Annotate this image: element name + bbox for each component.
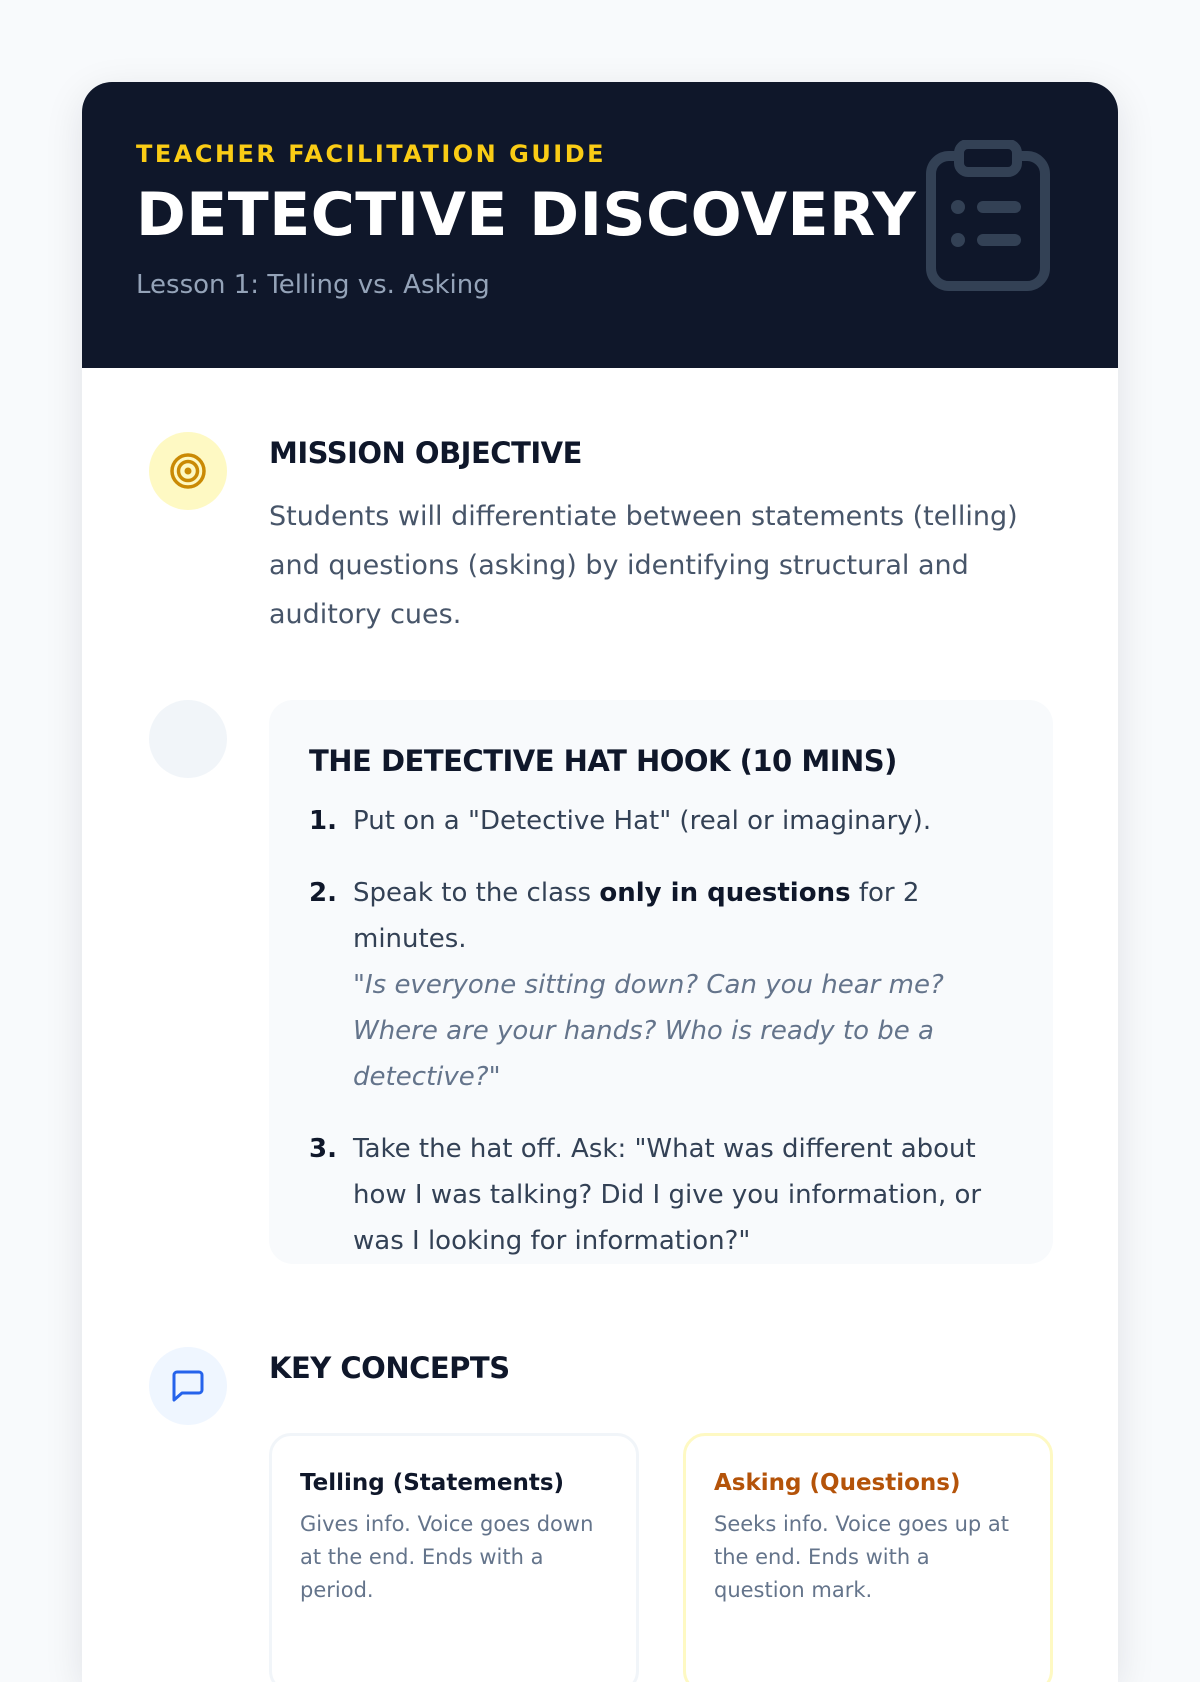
step-text <box>353 870 1013 1100</box>
hook-icon-badge <box>149 700 227 778</box>
concept-description: Gives info. Voice goes down at the end. Ends with a period. <box>300 1512 594 1602</box>
concepts-icon-badge <box>149 1347 227 1425</box>
step-text-before: Speak to the class <box>353 878 600 908</box>
concept-name: Telling (Statements) <box>300 1470 565 1496</box>
eyebrow-label: TEACHER FACILITATION GUIDE <box>136 140 607 168</box>
guide-header <box>82 82 1118 368</box>
clipboard-list-icon <box>925 140 1051 292</box>
step-item <box>309 1126 1013 1264</box>
step-text: Take the hat off. Ask: "What was different about how I was talking? Did I give you information, or was I looking for information?" <box>353 1134 982 1256</box>
concept-cards <box>269 1433 1053 1682</box>
step-number: 3. <box>309 1134 337 1164</box>
concept-description: Seeks info. Voice goes up at the end. Ends with a question mark. <box>714 1512 1010 1602</box>
step-number: 1. <box>309 806 337 836</box>
guide-card <box>82 82 1118 1682</box>
page-title: DETECTIVE DISCOVERY <box>136 180 917 250</box>
mission-icon-badge <box>149 432 227 510</box>
message-square-icon <box>168 1366 208 1406</box>
target-icon <box>168 451 208 491</box>
concepts-title: KEY CONCEPTS <box>269 1351 510 1385</box>
asking-card <box>683 1433 1053 1682</box>
step-number: 2. <box>309 878 337 908</box>
mission-title: MISSION OBJECTIVE <box>269 436 582 470</box>
step-text-after: for 2 minutes. <box>353 878 920 954</box>
mission-text: Students will differentiate between statements (telling) and questions (asking) by identifying structural and auditory cues. <box>269 501 1018 630</box>
step-emphasis: only in questions <box>599 878 851 908</box>
lesson-subtitle: Lesson 1: Telling vs. Asking <box>136 270 490 300</box>
step-item <box>309 870 1013 1100</box>
concept-name: Asking (Questions) <box>714 1470 961 1496</box>
step-item <box>309 798 1013 844</box>
hook-title: THE DETECTIVE HAT HOOK (10 MINS) <box>309 744 897 778</box>
step-text: Put on a "Detective Hat" (real or imaginary). <box>353 806 932 836</box>
telling-card <box>269 1433 639 1682</box>
step-quote: "Is everyone sitting down? Can you hear me? Where are your hands? Who is ready to be a detective?" <box>353 970 944 1092</box>
hook-steps <box>309 798 1013 1264</box>
hook-box <box>269 700 1053 1264</box>
